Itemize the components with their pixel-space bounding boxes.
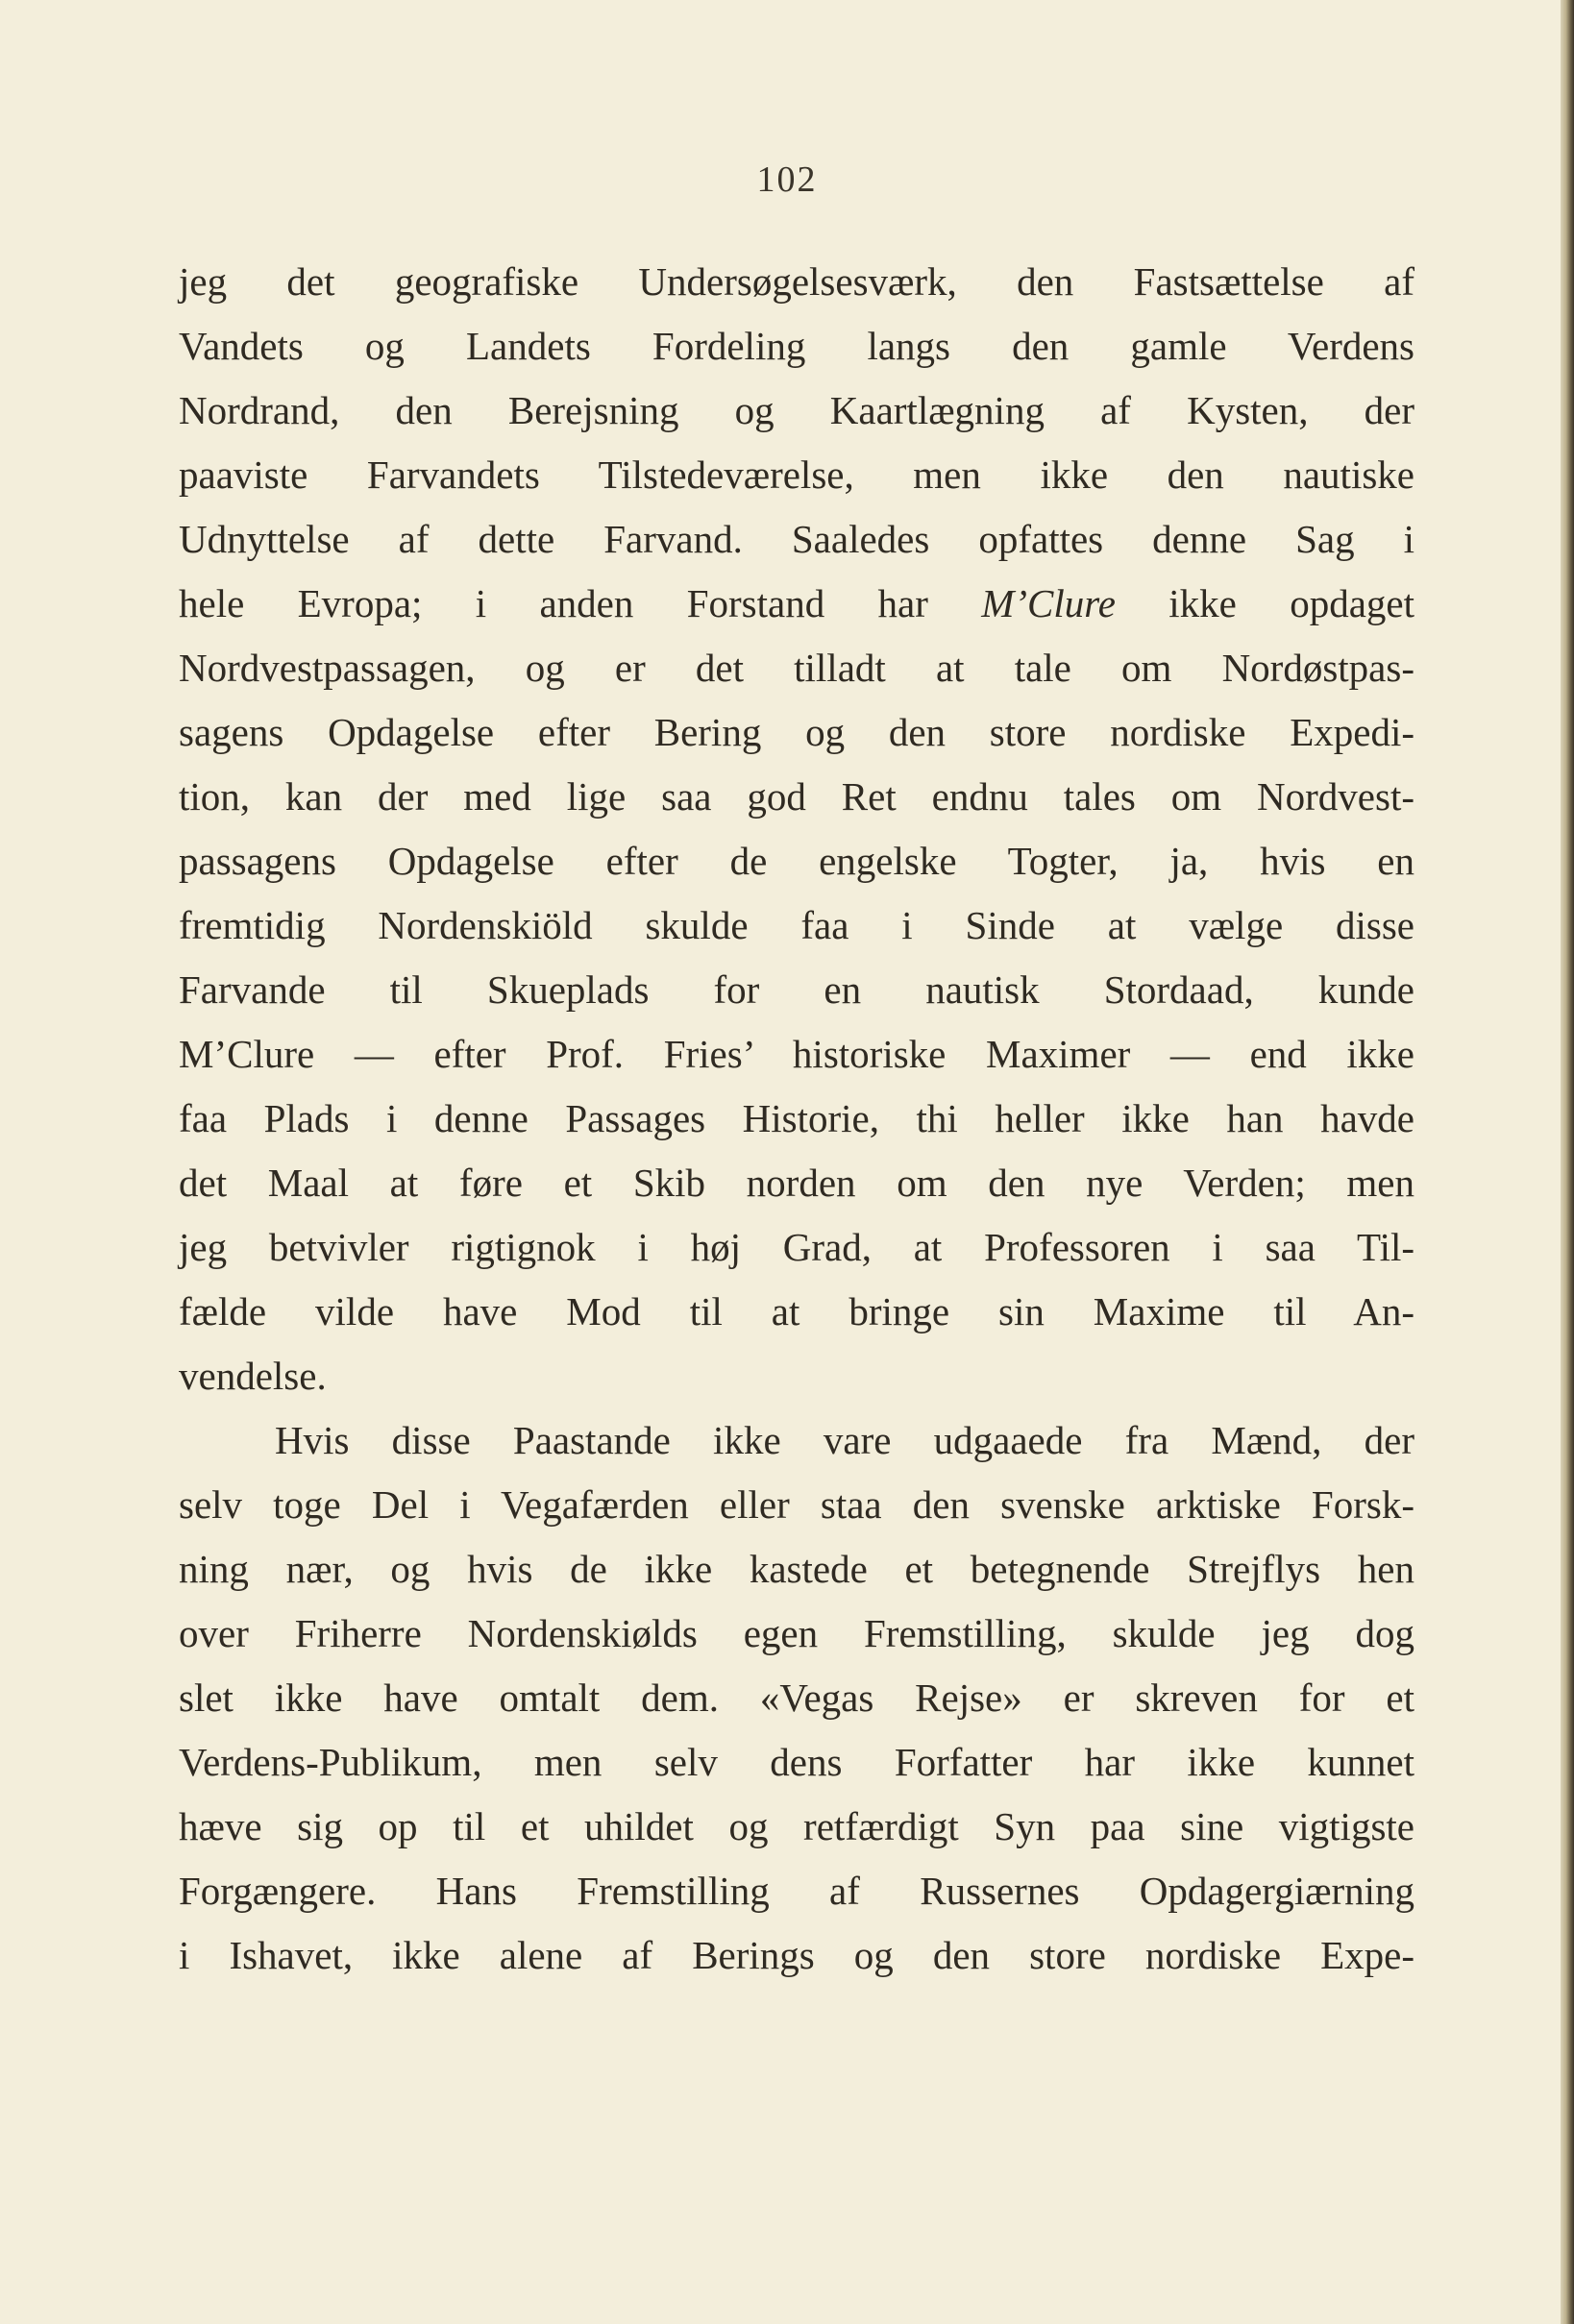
text-segment: ikke opdaget <box>1115 581 1414 625</box>
text-line: ning nær, og hvis de ikke kastede et betegnende Strejflys hen <box>179 1547 1414 1591</box>
text-line-with-italic-name <box>179 572 1414 636</box>
text-line: slet ikke have omtalt dem. «Vegas Rejse» er skreven for et <box>179 1676 1414 1720</box>
text-line: i Ishavet, ikke alene af Berings og den store nordiske Expe- <box>179 1933 1414 1977</box>
text-line: tion, kan der med lige saa god Ret endnu tales om Nordvest- <box>179 774 1414 819</box>
text-line: faa Plads i denne Passages Historie, thi heller ikke han havde <box>179 1096 1414 1140</box>
page-edge-shadow <box>1561 0 1574 2324</box>
page-number: 102 <box>756 159 818 200</box>
text-segment: hele Evropa; i anden Forstand har <box>179 581 982 625</box>
text-line: selv toge Del i Vegafærden eller staa den svenske arktiske Forsk- <box>179 1482 1414 1527</box>
italic-name: M’Clure <box>981 581 1116 625</box>
text-line: Farvande til Skueplads for en nautisk Stordaad, kunde <box>179 967 1414 1012</box>
text-line: Vandets og Landets Fordeling langs den gamle Verdens <box>179 324 1414 368</box>
text-line: sagens Opdagelse efter Bering og den store nordiske Expedi- <box>179 710 1414 754</box>
text-line: Nordvestpassagen, og er det tilladt at tale om Nordøstpas- <box>179 646 1414 690</box>
text-line: over Friherre Nordenskiølds egen Fremstilling, skulde jeg dog <box>179 1611 1414 1655</box>
text-line: hæve sig op til et uhildet og retfærdigt Syn paa sine vigtigste <box>179 1804 1414 1848</box>
paragraph-first-line: Hvis disse Paastande ikke vare udgaaede fra Mænd, der <box>275 1418 1414 1462</box>
text-line: jeg betvivler rigtignok i høj Grad, at Professoren i saa Til- <box>179 1225 1414 1269</box>
text-line: det Maal at føre et Skib norden om den nye Verden; men <box>179 1161 1414 1205</box>
text-line: passagens Opdagelse efter de engelske Togter, ja, hvis en <box>179 839 1414 883</box>
paragraph-end-line: vendelse. <box>179 1354 327 1398</box>
text-line: Verdens-Publikum, men selv dens Forfatter har ikke kunnet <box>179 1740 1414 1784</box>
text-line: fælde vilde have Mod til at bringe sin Maxime til An- <box>179 1289 1414 1333</box>
text-line: Forgængere. Hans Fremstilling af Russernes Opdagergiærning <box>179 1869 1414 1913</box>
text-line: paaviste Farvandets Tilstedeværelse, men ikke den nautiske <box>179 453 1414 497</box>
body-text <box>179 250 1414 1988</box>
text-line: M’Clure — efter Prof. Fries’ historiske Maximer — end ikke <box>179 1032 1414 1076</box>
text-line: Udnyttelse af dette Farvand. Saaledes opfattes denne Sag i <box>179 517 1414 561</box>
text-line: jeg det geografiske Undersøgelsesværk, den Fastsættelse af <box>179 259 1414 304</box>
text-line: fremtidig Nordenskiöld skulde faa i Sinde at vælge disse <box>179 903 1414 947</box>
text-line: Nordrand, den Berejsning og Kaartlægning af Kysten, der <box>179 388 1414 432</box>
